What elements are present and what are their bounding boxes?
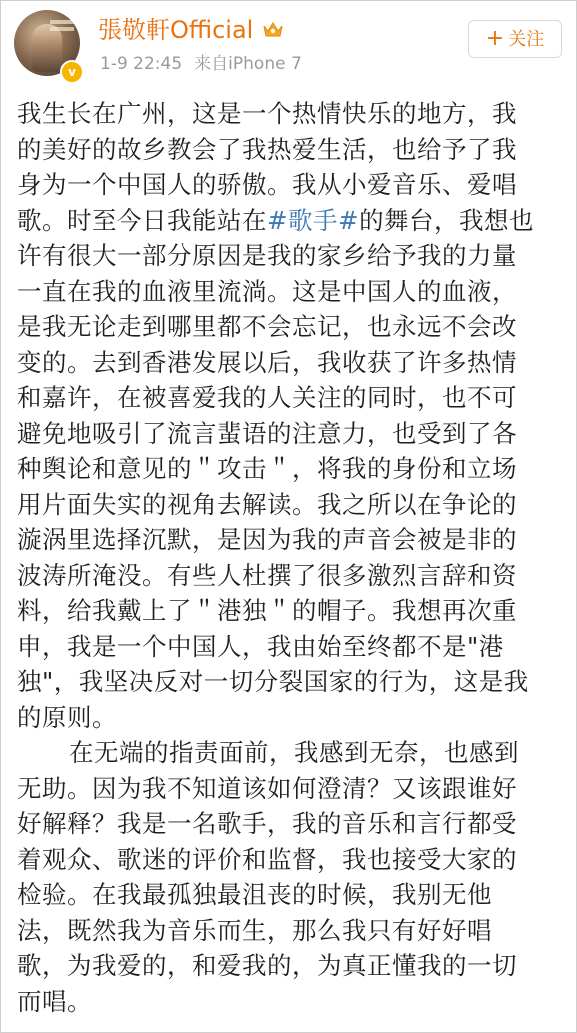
text-line: 一直在我的血液里流淌。这是中国人的血液， [17,276,517,306]
paragraph-2 [17,735,562,1019]
text-line: 变的。去到香港发展以后，我收获了许多热情 [17,347,517,377]
text-line: 着观众、歌迷的评价和监督，我也接受大家的 [17,844,517,874]
text-line: 的美好的故乡教会了我热爱生活，也给予了我 [17,134,517,164]
post-source[interactable]: 来自iPhone 7 [194,54,302,74]
text-line: 的原则。 [17,702,117,732]
text-line: 避免地吸引了流言蜚语的注意力，也受到了各 [17,418,517,448]
text-line: 检验。在我最孤独最沮丧的时候，我别无他 [17,880,492,909]
text-line: 法，既然我为音乐而生，那么我只有好好唱 [17,915,492,945]
paragraph-1 [17,96,562,735]
text-line: 用片面失实的视角去解读。我之所以在争论的 [17,489,517,519]
text-line: 独"，我坚决反对一切分裂国家的行为，这是我 [17,667,529,696]
hashtag-link[interactable]: #歌手# [267,205,360,235]
text-line: 和嘉许，在被喜爱我的人关注的同时，也不可 [17,383,517,412]
follow-label: 关注 [508,29,545,50]
text-line: 我生长在广州，这是一个热情快乐的地方，我 [17,99,517,128]
text-line: 而唱。 [17,986,92,1016]
post-header [0,0,577,92]
text-line: 好解释？我是一名歌手，我的音乐和言行都受 [17,809,517,838]
post-meta [100,52,314,76]
text-line: 身为一个中国人的骄傲。我从小爱音乐、爱唱 [17,170,517,199]
follow-button[interactable] [468,20,562,58]
text-line: 漩涡里选择沉默，是因为我的声音会被是非的 [17,525,517,554]
author-name[interactable]: 張敬軒Official [98,16,254,44]
text-line: 种舆论和意见的＂攻击＂，将我的身份和立场 [17,454,517,483]
avatar-text-decoration [50,20,74,24]
avatar-figure [32,24,62,72]
text-line: 波涛所淹没。有些人杜撰了很多激烈言辞和资 [17,560,517,590]
crown-icon[interactable] [262,20,284,38]
text-line: 歌，为我爱的，和爱我的，为真正懂我的一切 [17,951,517,980]
text-line: 许有很大一部分原因是我的家乡给予我的力量 [17,241,517,270]
text-line: 是我无论走到哪里都不会忘记，也永远不会改 [17,312,517,341]
text-line: 在无端的指责面前，我感到无奈，也感到 [69,738,519,767]
post-body [17,96,562,1019]
text-line: 料，给我戴上了＂港独＂的帽子。我想再次重 [17,596,517,625]
text-line: 无助。因为我不知道该如何澄清？又该跟谁好 [17,773,517,803]
text-line: 申，我是一个中国人，我由始至终都不是"港 [17,631,504,661]
text-line: 歌。时至今日我能站在#歌手#的舞台，我想也 [17,205,535,235]
post-time: 1-9 22:45 [100,54,183,74]
verified-icon: v [60,60,84,84]
plus-icon: + [485,26,505,51]
